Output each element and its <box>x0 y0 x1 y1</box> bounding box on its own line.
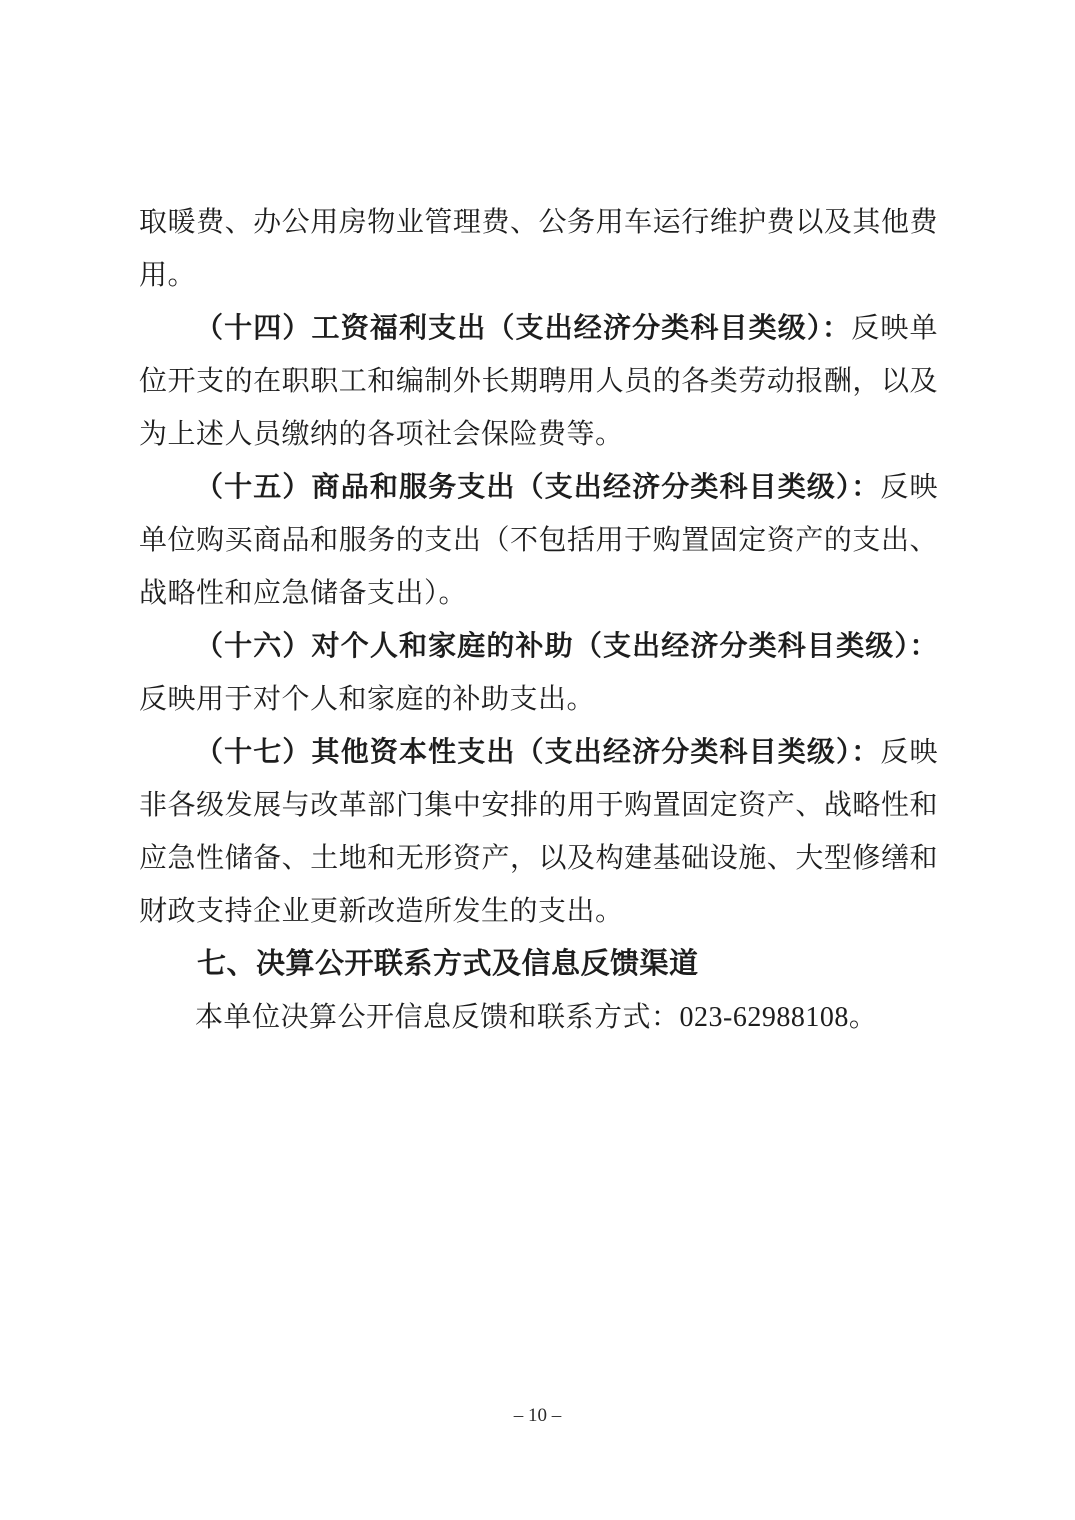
paragraph-lead: （十六）对个人和家庭的补助（支出经济分类科目类级）： <box>195 631 938 662</box>
section-heading: 七、决算公开联系方式及信息反馈渠道 <box>197 948 699 980</box>
page-body <box>139 196 938 1044</box>
paragraph-text: 反映用于对个人和家庭的补助支出。 <box>139 684 596 715</box>
paragraph-lead: （十七）其他资本性支出（支出经济分类科目类级）： <box>195 737 881 768</box>
page-number: – 10 – <box>513 1405 562 1426</box>
contact-line-text: 本单位决算公开信息反馈和联系方式：023-62988108。 <box>195 1002 878 1033</box>
paragraph-item-14 <box>139 302 938 461</box>
paragraph-text: 反映非各级发展与改革部门集中安排的用于购置固定资产、战略性和应急性储备、土地和无形资产，以及构建基础设施、大型修缮和财政支持企业更新改造所发生的支出。 <box>139 737 938 927</box>
paragraph-text: 反映单位购买商品和服务的支出（不包括用于购置固定资产的支出、战略性和应急储备支出）。 <box>139 472 938 609</box>
paragraph-lead: （十五）商品和服务支出（支出经济分类科目类级）： <box>195 472 881 503</box>
paragraph-lead: （十四）工资福利支出（支出经济分类科目类级）： <box>195 313 852 344</box>
paragraph-text: 反映单位开支的在职职工和编制外长期聘用人员的各类劳动报酬，以及为上述人员缴纳的各项社会保险费等。 <box>139 313 938 450</box>
contact-line <box>139 991 938 1044</box>
paragraph-item-15 <box>139 461 938 620</box>
paragraph-item-17 <box>139 726 938 938</box>
paragraph-continuation <box>139 196 938 302</box>
paragraph-text: 取暖费、办公用房物业管理费、公务用车运行维护费以及其他费用。 <box>139 207 938 291</box>
paragraph-item-16 <box>139 620 938 726</box>
